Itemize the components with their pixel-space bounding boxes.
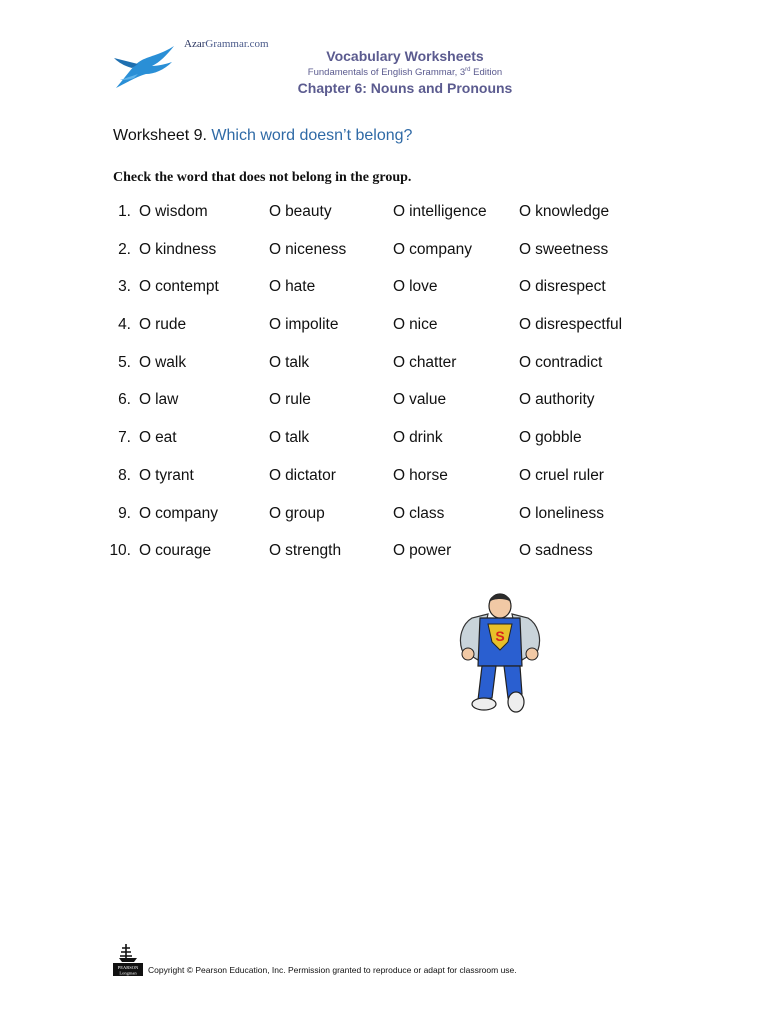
answer-option[interactable] <box>519 391 595 409</box>
question-row <box>104 203 664 241</box>
answer-option[interactable] <box>519 241 608 259</box>
answer-option[interactable] <box>139 429 177 447</box>
option-circle-icon[interactable]: O <box>393 353 406 371</box>
option-label: loneliness <box>535 504 604 522</box>
option-label: intelligence <box>409 203 487 220</box>
question-number: 10. <box>109 542 131 560</box>
option-label: gobble <box>535 429 582 447</box>
question-row <box>104 429 664 467</box>
answer-option[interactable] <box>393 316 438 334</box>
header-subtitle: Fundamentals of English Grammar, 3rd Edition <box>307 67 503 79</box>
option-circle-icon[interactable]: O <box>519 240 532 258</box>
option-circle-icon[interactable]: O <box>139 542 152 560</box>
option-circle-icon[interactable]: O <box>393 316 406 334</box>
question-row <box>104 278 664 316</box>
question-number: 1. <box>118 203 131 220</box>
option-label: power <box>409 542 452 560</box>
option-label: love <box>409 278 438 296</box>
answer-option[interactable] <box>269 429 309 447</box>
question-row <box>104 316 664 354</box>
question-number: 6. <box>118 391 131 409</box>
question-number: 7. <box>118 429 131 447</box>
option-circle-icon[interactable]: O <box>393 504 406 522</box>
option-circle-icon[interactable]: O <box>519 278 532 296</box>
answer-option[interactable] <box>519 505 604 523</box>
answer-option[interactable] <box>269 354 309 372</box>
question-row <box>104 391 664 429</box>
worksheet-question: Which word doesn’t belong? <box>211 127 413 144</box>
question-row <box>104 354 664 392</box>
option-circle-icon[interactable]: O <box>139 353 152 371</box>
svg-text:PEARSON: PEARSON <box>117 965 139 970</box>
option-label: horse <box>409 466 448 484</box>
answer-option[interactable] <box>269 278 315 296</box>
option-circle-icon[interactable]: O <box>139 429 152 447</box>
option-circle-icon[interactable]: O <box>519 203 532 220</box>
question-row <box>104 467 664 505</box>
option-circle-icon[interactable]: O <box>393 203 406 220</box>
option-label: hate <box>285 278 316 296</box>
question-row <box>104 542 664 580</box>
answer-option[interactable] <box>393 391 446 409</box>
option-circle-icon[interactable]: O <box>519 466 532 484</box>
option-circle-icon[interactable]: O <box>269 466 282 484</box>
option-label: disrespectful <box>535 316 623 334</box>
question-number: 4. <box>118 316 131 334</box>
answer-option[interactable] <box>139 278 219 296</box>
instruction-text: Check the word that does not belong in the group. <box>113 170 412 185</box>
option-circle-icon[interactable]: O <box>269 504 282 522</box>
option-circle-icon[interactable]: O <box>393 542 406 560</box>
option-circle-icon[interactable]: O <box>139 278 152 296</box>
worksheet-number: Worksheet 9. <box>113 127 207 144</box>
option-circle-icon[interactable]: O <box>269 316 282 334</box>
answer-option[interactable] <box>393 542 451 560</box>
option-label: contradict <box>535 353 603 371</box>
answer-option[interactable] <box>269 316 338 334</box>
answer-option[interactable] <box>393 354 456 372</box>
option-circle-icon[interactable]: O <box>139 203 152 220</box>
option-circle-icon[interactable]: O <box>393 240 406 258</box>
answer-option[interactable] <box>139 241 216 259</box>
svg-text:Longman: Longman <box>119 970 137 976</box>
option-circle-icon[interactable]: O <box>139 240 152 258</box>
option-label: authority <box>535 391 595 409</box>
option-label: drink <box>409 429 443 447</box>
option-label: walk <box>155 353 187 371</box>
option-circle-icon[interactable]: O <box>269 391 282 409</box>
document-header <box>282 48 528 97</box>
page-footer <box>113 942 673 978</box>
option-circle-icon[interactable]: O <box>393 466 406 484</box>
answer-option[interactable] <box>269 467 336 485</box>
option-circle-icon[interactable]: O <box>519 504 532 522</box>
option-circle-icon[interactable]: O <box>393 391 406 409</box>
option-label: tyrant <box>155 466 194 484</box>
option-circle-icon[interactable]: O <box>139 504 152 522</box>
option-circle-icon[interactable]: O <box>269 240 282 258</box>
option-circle-icon[interactable]: O <box>519 316 532 334</box>
option-circle-icon[interactable]: O <box>269 278 282 296</box>
option-label: group <box>285 504 325 522</box>
option-circle-icon[interactable]: O <box>519 353 532 371</box>
question-number: 3. <box>118 278 131 296</box>
header-chapter: Chapter 6: Nouns and Pronouns <box>297 80 513 97</box>
option-circle-icon[interactable]: O <box>269 429 282 447</box>
option-label: niceness <box>285 240 347 258</box>
header-title: Vocabulary Worksheets <box>326 48 484 64</box>
option-label: company <box>409 240 472 258</box>
answer-option[interactable] <box>139 542 211 560</box>
swallow-bird-icon <box>112 44 182 94</box>
superhero-clipart <box>448 590 552 722</box>
option-label: contempt <box>155 278 219 296</box>
option-label: cruel ruler <box>535 466 604 484</box>
answer-option[interactable] <box>269 391 311 409</box>
option-circle-icon[interactable]: O <box>269 542 282 560</box>
answer-option[interactable] <box>393 467 448 485</box>
question-row <box>104 505 664 543</box>
answer-option[interactable] <box>393 429 443 447</box>
answer-option[interactable] <box>393 203 487 221</box>
option-label: sweetness <box>535 240 609 258</box>
answer-option[interactable] <box>519 467 604 485</box>
option-label: company <box>155 504 218 522</box>
option-circle-icon[interactable]: O <box>139 316 152 334</box>
option-label: disrespect <box>535 278 606 296</box>
question-number: 2. <box>118 240 131 258</box>
answer-option[interactable] <box>393 278 438 296</box>
option-label: dictator <box>285 466 336 484</box>
answer-option[interactable] <box>393 241 472 259</box>
answer-option[interactable] <box>393 505 444 523</box>
option-label: impolite <box>285 316 339 334</box>
pearson-ship-icon <box>113 942 143 976</box>
question-number: 8. <box>118 466 131 484</box>
option-label: strength <box>285 542 342 560</box>
answer-option[interactable] <box>519 429 582 447</box>
answer-option[interactable] <box>139 316 186 334</box>
answer-option[interactable] <box>269 505 325 523</box>
answer-option[interactable] <box>519 316 622 334</box>
option-label: knowledge <box>535 203 610 220</box>
option-label: value <box>409 391 447 409</box>
option-label: rule <box>285 391 311 409</box>
option-label: rude <box>155 316 187 334</box>
option-label: kindness <box>155 240 217 258</box>
answer-option[interactable] <box>139 391 178 409</box>
option-label: chatter <box>409 353 457 371</box>
option-label: nice <box>409 316 438 334</box>
answer-option[interactable] <box>519 203 609 221</box>
option-circle-icon[interactable]: O <box>139 466 152 484</box>
option-label: talk <box>285 353 310 371</box>
option-label: sadness <box>535 542 593 560</box>
option-label: class <box>409 504 445 522</box>
option-circle-icon[interactable]: O <box>269 353 282 371</box>
answer-option[interactable] <box>269 203 332 221</box>
worksheet-title <box>113 127 412 145</box>
question-row <box>104 241 664 279</box>
logo-text: AzarGrammar.com <box>184 38 269 50</box>
question-list <box>104 203 664 580</box>
option-label: law <box>155 391 179 409</box>
answer-option[interactable] <box>519 278 606 296</box>
option-circle-icon[interactable]: O <box>139 391 152 409</box>
option-circle-icon[interactable]: O <box>519 542 532 560</box>
site-logo[interactable] <box>112 38 282 98</box>
option-circle-icon[interactable]: O <box>269 203 282 220</box>
answer-option[interactable] <box>139 203 208 221</box>
copyright-text: Copyright © Pearson Education, Inc. Permission granted to reproduce or adapt for classroom use. <box>148 965 517 975</box>
question-number: 9. <box>118 504 131 522</box>
option-circle-icon[interactable]: O <box>393 278 406 296</box>
answer-option[interactable] <box>139 467 194 485</box>
option-circle-icon[interactable]: O <box>519 429 532 447</box>
answer-option[interactable] <box>519 354 602 372</box>
svg-text:S: S <box>495 628 505 644</box>
option-circle-icon[interactable]: O <box>519 391 532 409</box>
question-number: 5. <box>118 353 131 371</box>
answer-option[interactable] <box>139 354 186 372</box>
option-label: talk <box>285 429 310 447</box>
answer-option[interactable] <box>269 241 346 259</box>
option-label: beauty <box>285 203 332 220</box>
option-circle-icon[interactable]: O <box>393 429 406 447</box>
answer-option[interactable] <box>519 542 593 560</box>
option-label: wisdom <box>155 203 208 220</box>
answer-option[interactable] <box>139 505 218 523</box>
option-label: eat <box>155 429 177 447</box>
answer-option[interactable] <box>269 542 341 560</box>
option-label: courage <box>155 542 212 560</box>
